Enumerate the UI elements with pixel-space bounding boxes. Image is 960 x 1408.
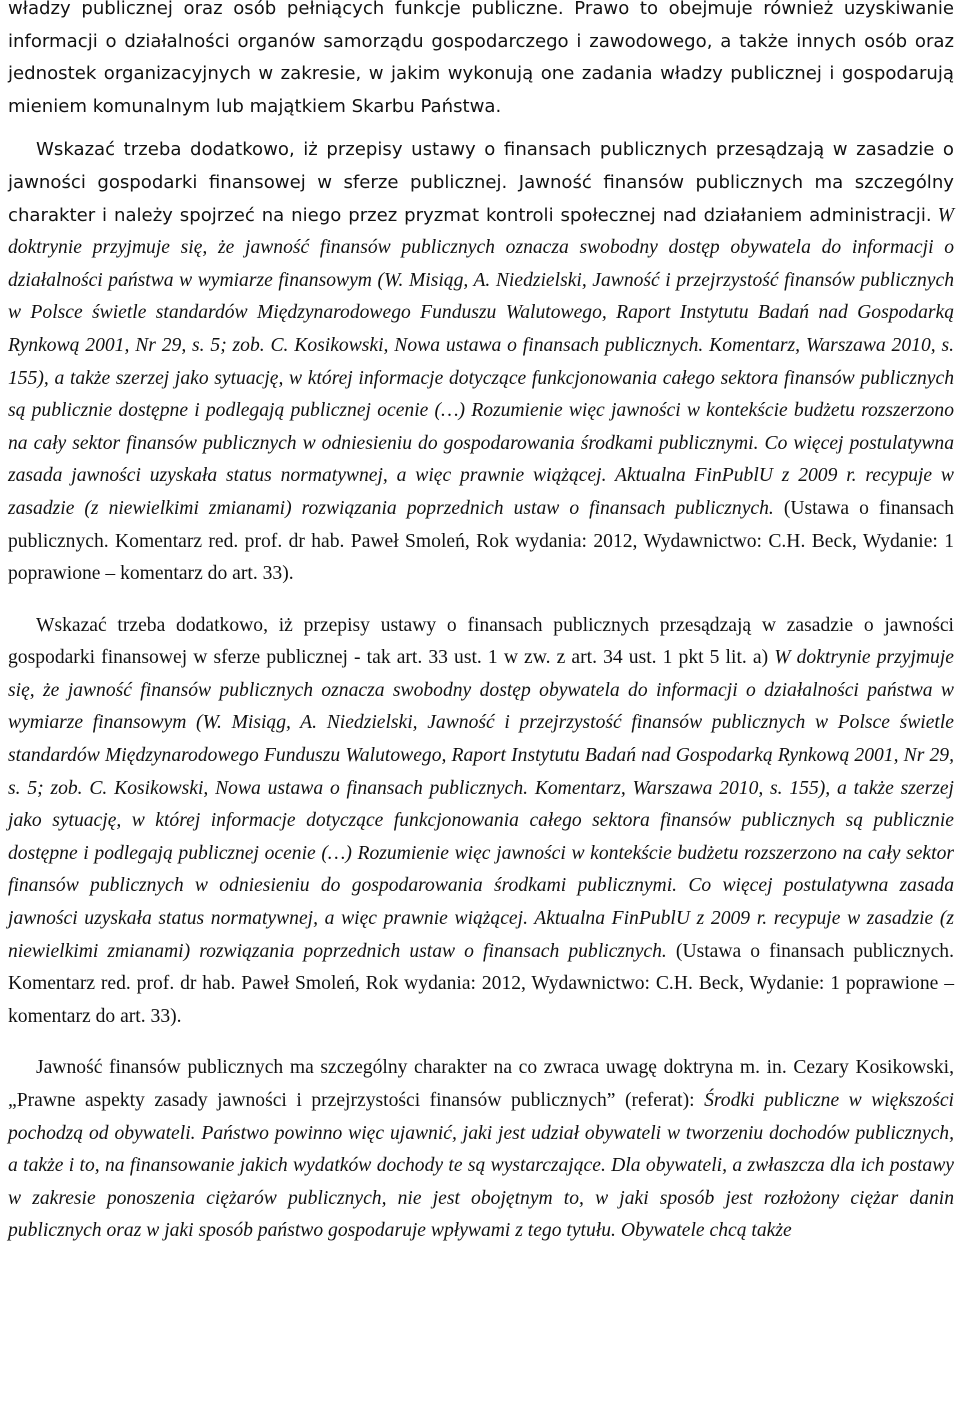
paragraph-3-citation: (Ustawa o finansach publicznych. Komentarz red. prof. dr hab. Paweł Smoleń, Rok wydania: 2012, Wydawnictwo: C.H. Beck, Wydanie: 1 poprawione – komentarz do art. 33). [8, 940, 954, 1027]
paragraph-2-quote: W doktrynie przyjmuje się, że jawność finansów publicznych oznacza swobodny dostęp obywatela do informacji o działalności państwa w wymiarze finansowym (W. Misiąg, A. Niedzielski, Jawność i przejrzystość finansów publicznych w Polsce świetle standardów Międzynarodowego Funduszu Walutowego, Raport Instytutu Badań nad Gospodarką Rynkową 2001, Nr 29, s. 5; zob. C. Kosikowski, Nowa ustawa o finansach publicznych. Komentarz, Warszawa 2010, s. 155), a także szerzej jako sytuację, w której informacje dotyczące funkcjonowania całego sektora finansów publicznych są publicznie dostępne i podlegają publicznej ocenie (…) Rozumienie więc jawności w kontekście budżetu rozszerzono na cały sektor finansów publicznych w odniesieniu do gospodarowania środkami publicznymi. Co więcej postulatywna zasada jawności uzyskała status normatywnej, a więc prawnie wiążącej. Aktualna FinPublU z 2009 r. recypuje w zasadzie (z niewielkimi zmianami) rozwiązania poprzednich ustaw o finansach publicznych. [8, 204, 954, 519]
paragraph-3 [8, 610, 954, 1034]
paragraph-4 [8, 1052, 954, 1248]
paragraph-4-text: Jawność finansów publicznych ma szczególny charakter na co zwraca uwagę doktryna m. in. Cezary Kosikowski, „Prawne aspekty zasady jawności i przejrzystości finansów publicznych” (referat): [8, 1057, 954, 1111]
paragraph-3-quote: W doktrynie przyjmuje się, że jawność finansów publicznych oznacza swobodny dostęp obywatela do informacji o działalności państwa w wymiarze finansowym (W. Misiąg, A. Niedzielski, Jawność i przejrzystość finansów publicznych w Polsce świetle standardów Międzynarodowego Funduszu Walutowego, Raport Instytutu Badań nad Gospodarką Rynkową 2001, Nr 29, s. 5; zob. C. Kosikowski, Nowa ustawa o finansach publicznych. Komentarz, Warszawa 2010, s. 155), a także szerzej jako sytuację, w której informacje dotyczące funkcjonowania całego sektora finansów publicznych są publicznie dostępne i podlegają publicznej ocenie (…) Rozumienie więc jawności w kontekście budżetu rozszerzono na cały sektor finansów publicznych w odniesieniu do gospodarowania środkami publicznymi. Co więcej postulatywna zasada jawności uzyskała status normatywnej, a więc prawnie wiążącej. Aktualna FinPublU z 2009 r. recypuje w zasadzie (z niewielkimi zmianami) rozwiązania poprzednich ustaw o finansach publicznych. [8, 647, 954, 962]
paragraph-1: władzy publicznej oraz osób pełniących funkcje publiczne. Prawo to obejmuje również uzyskiwanie informacji o działalności organów samorządu gospodarczego i zawodowego, a także innych osób oraz jednostek organizacyjnych w zakresie, w jakim wykonują one zadania władzy publicznej i gospodarują mieniem komunalnym lub majątkiem Skarbu Państwa. [8, 0, 954, 117]
paragraph-2-citation: (Ustawa o finansach publicznych. Komentarz red. prof. dr hab. Paweł Smoleń, Rok wydania: 2012, Wydawnictwo: C.H. Beck, Wydanie: 1 poprawione – komentarz do art. 33). [8, 497, 954, 585]
paragraph-2-text: Wskazać trzeba dodatkowo, iż przepisy ustawy o finansach publicznych przesądzają w zasadzie o jawności gospodarki finansowej w sferze publicznej. Jawność finansów publicznych ma szczególny charakter i należy spojrzeć na niego przez pryzmat kontroli społecznej nad działaniem administracji. [8, 139, 954, 226]
paragraph-2 [8, 134, 954, 590]
paragraph-4-quote: Środki publiczne w większości pochodzą od obywateli. Państwo powinno więc ujawnić, jaki jest udział obywateli w tworzeniu dochodów publicznych, a także i to, na finansowanie jakich wydatków dochody te są wystarczające. Dla obywateli, a zwłaszcza dla ich postawy w zakresie ponoszenia ciężarów publicznych, nie jest obojętnym to, w jaki sposób jest rozłożony ciężar danin publicznych oraz w jaki sposób państwo gospodaruje wpływami z tego tytułu. Obywatele chcą także [8, 1090, 954, 1242]
paragraph-3-text: Wskazać trzeba dodatkowo, iż przepisy ustawy o finansach publicznych przesądzają w zasadzie o jawności gospodarki finansowej w sferze publicznej - tak art. 33 ust. 1 w zw. z art. 34 ust. 1 pkt 5 lit. a) [8, 614, 954, 669]
document-page [8, 0, 954, 1248]
